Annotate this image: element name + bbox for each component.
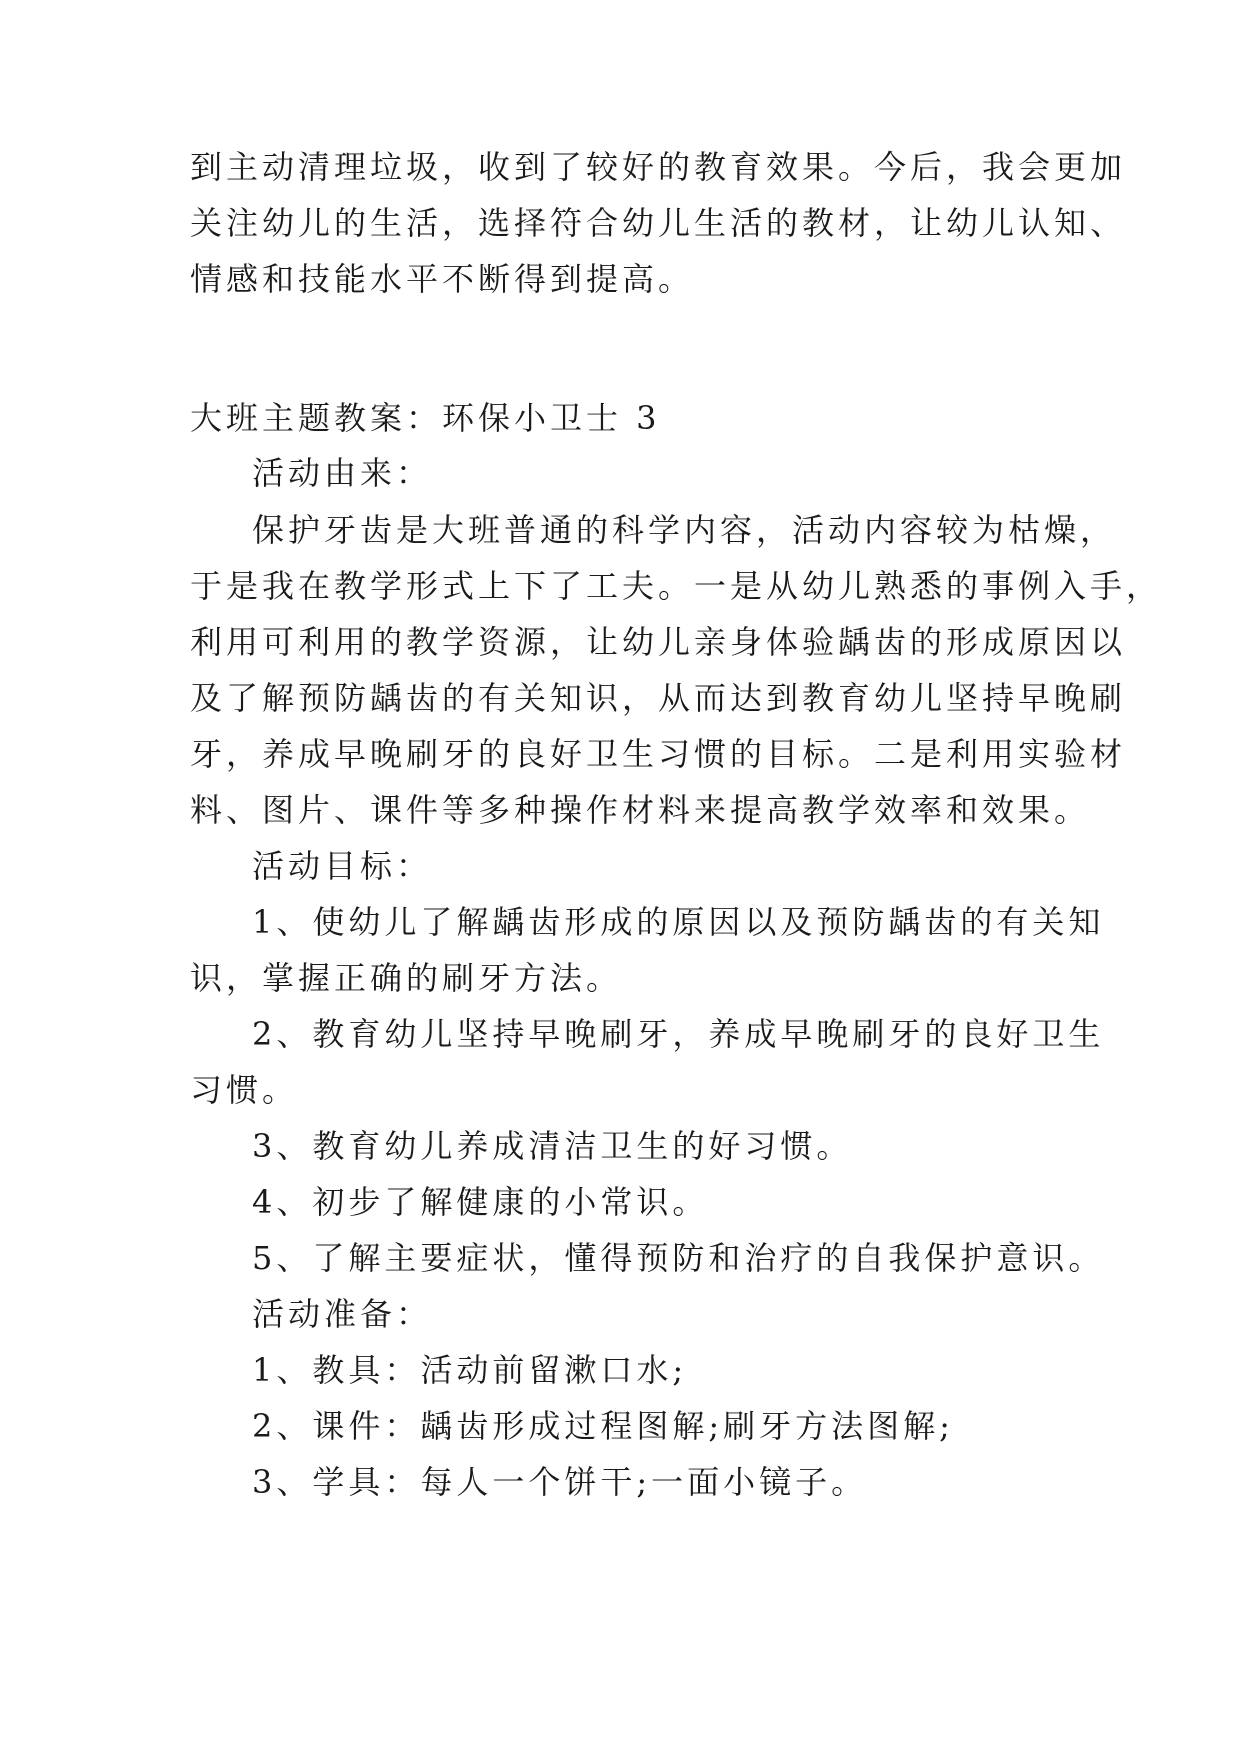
goal-line-2: 识，掌握正确的刷牙方法。 — [190, 959, 623, 997]
intro-line-1: 到主动清理垃圾，收到了较好的教育效果。今后，我会更加 — [190, 148, 1127, 186]
prep-line-3: 3、学具：每人一个饼干;一面小镜子。 — [252, 1463, 868, 1501]
goal-line-1: 1、使幼儿了解龋齿形成的原因以及预防龋齿的有关知 — [252, 903, 1105, 941]
prep-heading: 活动准备： — [252, 1295, 433, 1333]
origin-line-5: 牙，养成早晚刷牙的良好卫生习惯的目标。二是利用实验材 — [190, 735, 1127, 773]
intro-line-2: 关注幼儿的生活，选择符合幼儿生活的教材，让幼儿认知、 — [190, 204, 1127, 242]
goal-line-6: 4、初步了解健康的小常识。 — [252, 1183, 709, 1221]
origin-line-4: 及了解预防龋齿的有关知识，从而达到教育幼儿坚持早晚刷 — [190, 679, 1127, 717]
intro-line-3: 情感和技能水平不断得到提高。 — [190, 260, 695, 298]
goal-line-3: 2、教育幼儿坚持早晚刷牙，养成早晚刷牙的良好卫生 — [252, 1015, 1105, 1053]
goal-line-7: 5、了解主要症状，懂得预防和治疗的自我保护意识。 — [252, 1239, 1105, 1277]
prep-line-2: 2、课件：龋齿形成过程图解;刷牙方法图解; — [252, 1407, 954, 1445]
origin-heading: 活动由来： — [252, 454, 433, 492]
origin-line-6: 料、图片、课件等多种操作材料来提高教学效率和效果。 — [190, 791, 1091, 829]
origin-line-3: 利用可利用的教学资源，让幼儿亲身体验龋齿的形成原因以 — [190, 623, 1127, 661]
goal-line-4: 习惯。 — [190, 1071, 299, 1109]
origin-line-2: 于是我在教学形式上下了工夫。一是从幼儿熟悉的事例入手， — [190, 567, 1163, 605]
goals-heading: 活动目标： — [252, 847, 433, 885]
goal-line-5: 3、教育幼儿养成清洁卫生的好习惯。 — [252, 1127, 853, 1165]
origin-line-1: 保护牙齿是大班普通的科学内容，活动内容较为枯燥， — [252, 511, 1117, 549]
prep-line-1: 1、教具：活动前留漱口水; — [252, 1351, 688, 1389]
section-title: 大班主题教案：环保小卫士 3 — [190, 399, 661, 437]
